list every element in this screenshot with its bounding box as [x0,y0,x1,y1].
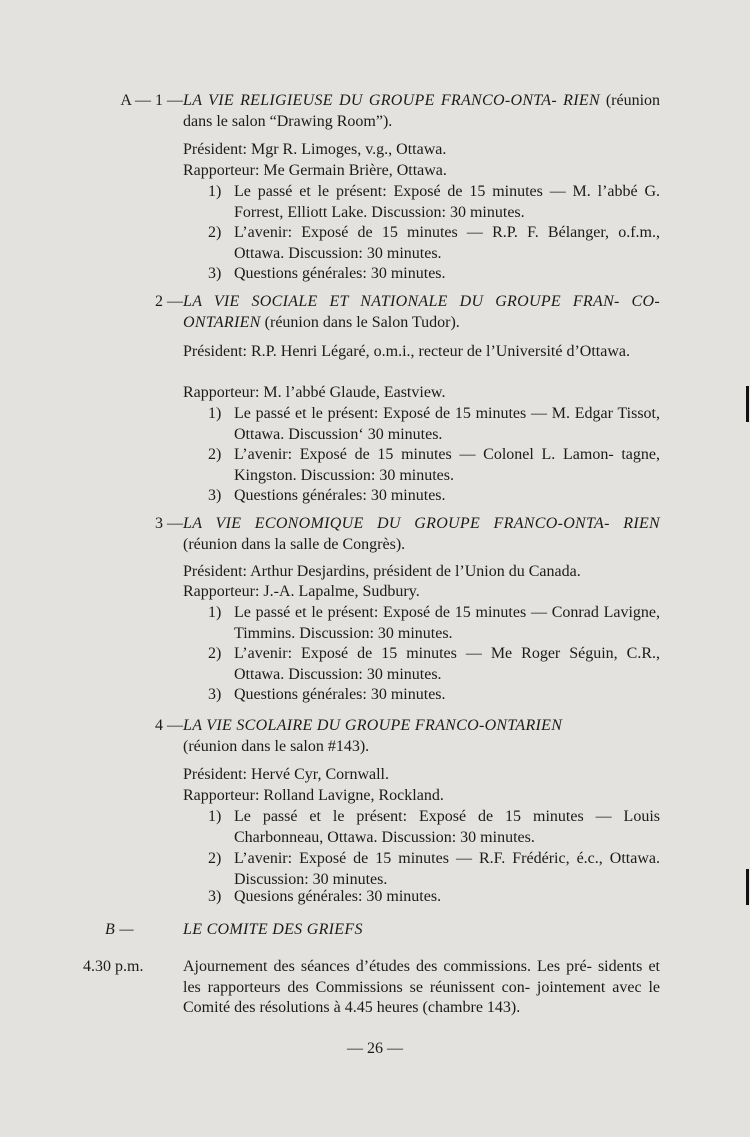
section-b-label: B — [105,921,134,938]
item-text: L’avenir: Exposé de 15 minutes — R.P. F. Bélanger, o.f.m., Ottawa. Discussion: 30 minutes. [234,224,660,262]
item-number: 3) [208,888,222,905]
rapporteur-line: Rapporteur: M. l’abbé Glaude, Eastview. [183,384,446,401]
item-text: Questions générales: 30 minutes. [234,487,446,504]
section-title [183,716,660,757]
section-title-italic: LA VIE SOCIALE ET NATIONALE DU GROUPE FRAN- CO-ONTARIEN [183,293,660,331]
item-number: 2) [208,446,222,463]
item-number: 3) [208,265,222,282]
section-title-rest: (réunion dans le Salon Tudor). [264,313,460,331]
item-number: 1) [208,183,222,200]
section-number: 2 — [155,293,183,310]
president-line: Président: Mgr R. Limoges, v.g., Ottawa. [183,141,447,158]
item-text: L’avenir: Exposé de 15 minutes — R.F. Frédéric, é.c., Ottawa. Discussion: 30 minutes. [234,850,660,888]
item-text: L’avenir: Exposé de 15 minutes — Colonel L. Lamon- tagne, Kingston. Discussion: 30 minutes. [234,446,660,484]
item-text: Le passé et le présent: Exposé de 15 minutes — M. Edgar Tissot, Ottawa. Discussion‘ 30 minutes. [234,405,660,443]
scan-edge-mark [746,386,749,422]
president-line: Président: Arthur Desjardins, président de l’Union du Canada. [183,563,581,580]
item-number: 2) [208,645,222,662]
section-number: 3 — [155,515,183,532]
item-text: L’avenir: Exposé de 15 minutes — Me Roger Séguin, C.R., Ottawa. Discussion: 30 minutes. [234,645,660,683]
section-title-rest: (réunion dans la salle de Congrès). [183,535,406,553]
scan-edge-mark [746,869,749,905]
president-line: Président: R.P. Henri Légaré, o.m.i., recteur de l’Université d’Ottawa. [183,343,630,360]
item-text: Le passé et le présent: Exposé de 15 minutes — Conrad Lavigne, Timmins. Discussion: 30 minutes. [234,604,660,642]
item-number: 1) [208,405,222,422]
item-text: Le passé et le présent: Exposé de 15 minutes — M. l’abbé G. Forrest, Elliott Lake. Discussion: 30 minutes. [234,183,660,221]
section-number: A — 1 — [120,92,183,109]
section-title-rest: (réunion dans le salon #143). [183,737,370,755]
schedule-text: Ajournement des séances d’études des commissions. Les pré- sidents et les rapporteurs des Commissions se réunissent con- jointement avec le Comité des résolutions à 4.45 heures (chambre 143). [183,958,660,1016]
section-title-italic: LA VIE SCOLAIRE DU GROUPE FRANCO-ONTARIEN [183,717,563,734]
item-text: Questions générales: 30 minutes. [234,265,446,282]
section-title-rest: (réunion dans le salon “Drawing Room”). [183,92,661,130]
section-number: 4 — [155,717,183,734]
item-number: 1) [208,808,222,825]
item-number: 1) [208,604,222,621]
item-number: 3) [208,686,222,703]
rapporteur-line: Rapporteur: Me Germain Brière, Ottawa. [183,162,447,179]
section-title [183,292,660,333]
item-text: Le passé et le présent: Exposé de 15 minutes — Louis Charbonneau, Ottawa. Discussion: 30 minutes. [234,808,660,846]
section-title [183,91,660,132]
section-title-italic: LA VIE ECONOMIQUE DU GROUPE FRANCO-ONTA- RIEN [183,515,660,532]
item-text: Quesions générales: 30 minutes. [234,888,442,905]
item-number: 2) [208,850,222,867]
section-title [183,514,660,555]
section-b-title: LE COMITE DES GRIEFS [183,921,363,938]
rapporteur-line: Rapporteur: Rolland Lavigne, Rockland. [183,787,444,804]
item-number: 3) [208,487,222,504]
item-number: 2) [208,224,222,241]
section-title-italic: LA VIE RELIGIEUSE DU GROUPE FRANCO-ONTA- RIEN [183,92,600,109]
president-line: Président: Hervé Cyr, Cornwall. [183,766,389,783]
rapporteur-line: Rapporteur: J.-A. Lapalme, Sudbury. [183,583,420,600]
page-number: — 26 — [347,1040,403,1057]
schedule-time: 4.30 p.m. [83,958,144,975]
item-text: Questions générales: 30 minutes. [234,686,446,703]
